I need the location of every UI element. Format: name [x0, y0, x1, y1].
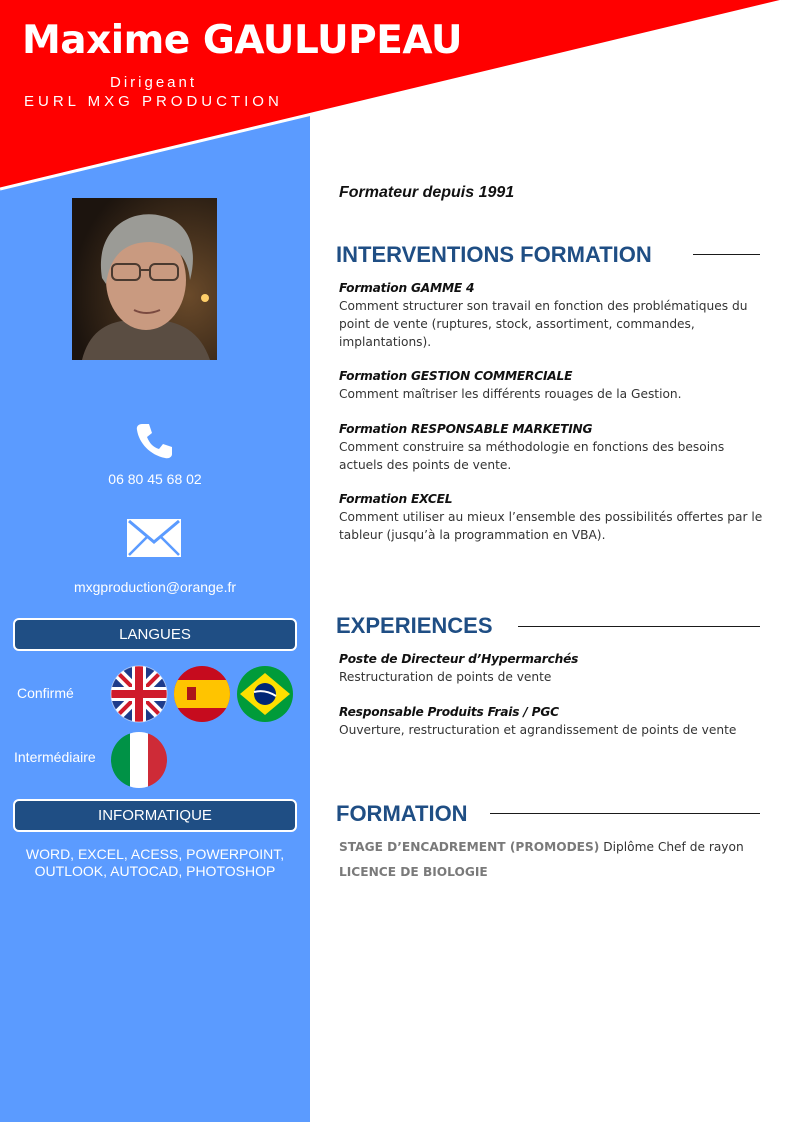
degree-name: STAGE D’ENCADREMENT (PROMODES) [339, 840, 600, 854]
experience-item [339, 650, 767, 686]
item-title: Formation GAMME 4 [339, 281, 475, 295]
section-divider [693, 254, 760, 255]
item-description: Comment utiliser au mieux l’ensemble des possibilités offertes par le tableur (jusqu’à la programmation en VBA). [339, 510, 763, 542]
company-name: EURL MXG PRODUCTION [24, 93, 283, 110]
item-description: Ouverture, restructuration et agrandissement de points de vente [339, 723, 737, 737]
intervention-item [339, 279, 767, 351]
experience-item [339, 703, 767, 739]
degree-name: LICENCE DE BIOLOGIE [339, 865, 488, 879]
item-description: Comment maîtriser les différents rouages de la Gestion. [339, 387, 682, 401]
software-line: WORD, EXCEL, ACESS, POWERPOINT, [25, 846, 285, 862]
uk-flag-icon [110, 665, 168, 723]
phone-icon [134, 421, 174, 461]
experiences-title: EXPERIENCES [336, 613, 493, 638]
level-confirmed-label: Confirmé [17, 685, 74, 701]
item-description: Comment construire sa méthodologie en fonctions des besoins actuels des points de vente. [339, 440, 725, 472]
item-title: Poste de Directeur d’Hypermarchés [339, 652, 579, 666]
item-title: Formation EXCEL [339, 492, 453, 506]
software-line: OUTLOOK, AUTOCAD, PHOTOSHOP [34, 863, 276, 879]
envelope-icon [126, 518, 182, 558]
languages-heading: LANGUES [13, 618, 297, 651]
degree-item [339, 865, 488, 879]
profile-photo [72, 198, 217, 360]
job-title: Dirigeant [110, 74, 198, 91]
interventions-title: INTERVENTIONS FORMATION [336, 242, 652, 267]
level-intermediate-label: Intermédiaire [14, 749, 96, 765]
software-list [0, 846, 310, 880]
italy-flag-icon [110, 731, 168, 789]
degree-detail: Diplôme Chef de rayon [599, 840, 744, 854]
person-name: Maxime GAULUPEAU [22, 18, 462, 63]
item-title: Responsable Produits Frais / PGC [339, 705, 559, 719]
item-description: Comment structurer son travail en fonction des problématiques du point de vente (ruptures, stock, assortiment, commandes, implantations). [339, 299, 748, 349]
formation-title: FORMATION [336, 801, 468, 826]
phone-number[interactable]: 06 80 45 68 02 [108, 471, 202, 487]
email-address[interactable]: mxgproduction@orange.fr [73, 579, 237, 595]
section-divider [490, 813, 760, 814]
it-skills-heading: INFORMATIQUE [13, 799, 297, 832]
intervention-item [339, 420, 767, 474]
item-title: Formation GESTION COMMERCIALE [339, 369, 573, 383]
tagline: Formateur depuis 1991 [339, 184, 515, 201]
brazil-flag-icon [236, 665, 294, 723]
spain-flag-icon [173, 665, 231, 723]
degree-item [339, 840, 744, 854]
item-title: Formation RESPONSABLE MARKETING [339, 422, 593, 436]
section-divider [518, 626, 760, 627]
intervention-item [339, 490, 767, 544]
intervention-item [339, 367, 767, 403]
item-description: Restructuration de points de vente [339, 670, 552, 684]
